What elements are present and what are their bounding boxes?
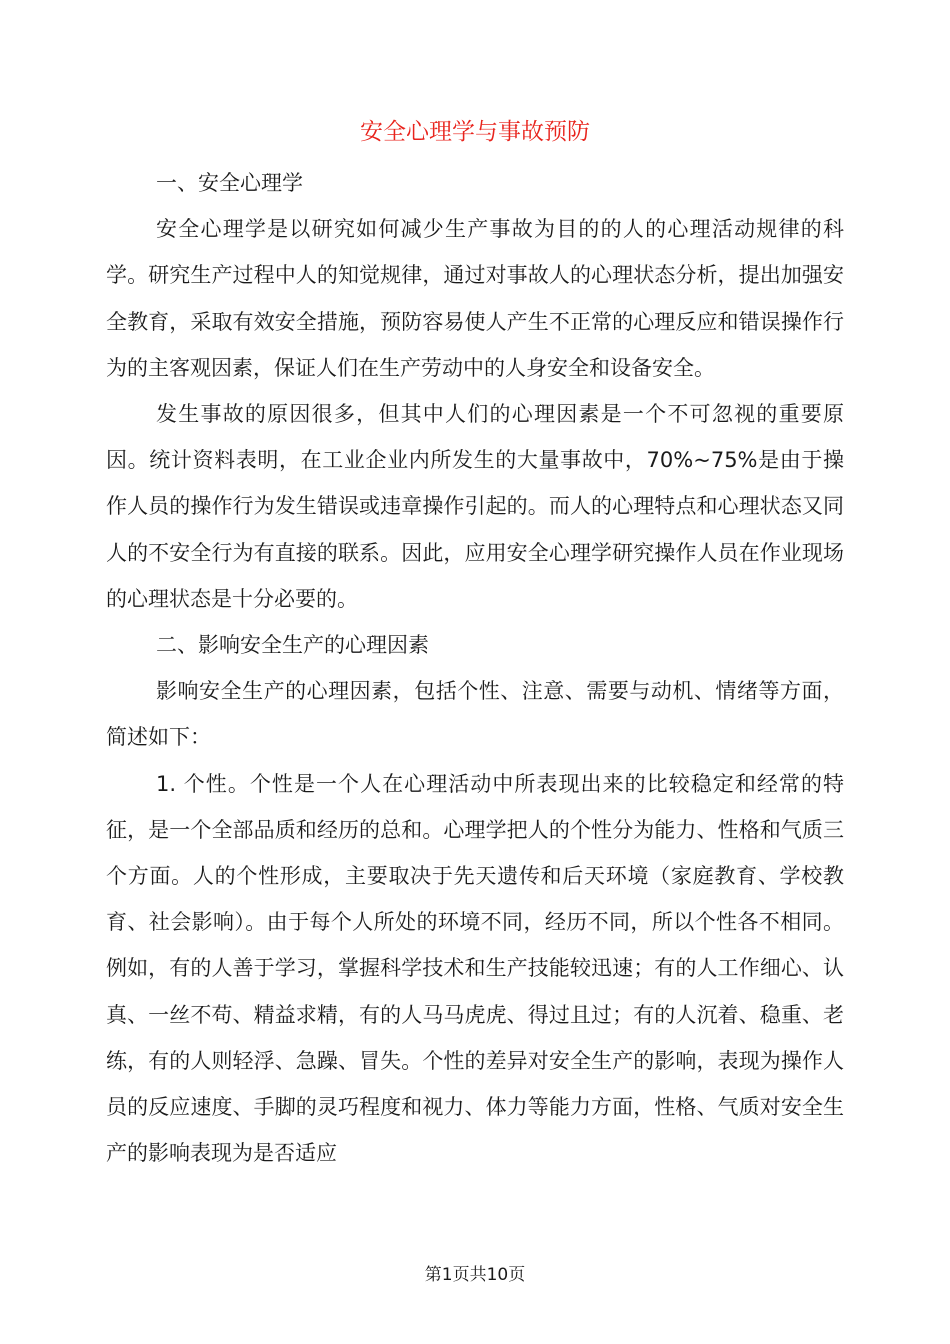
paragraph-3: 影响安全生产的心理因素，包括个性、注意、需要与动机、情绪等方面，简述如下： [106,679,844,750]
document-body [106,160,844,1176]
paragraph-1: 安全心理学是以研究如何减少生产事故为目的的人的心理活动规律的科学。研究生产过程中人的知觉规律，通过对事故人的心理状态分析，提出加强安全教育，采取有效安全措施，预防容易使人产生不正常的心理反应和错误操作行为的主客观因素，保证人们在生产劳动中的人身安全和设备安全。 [106,217,844,380]
section-heading-1: 一、安全心理学 [156,171,303,195]
paragraph-4: 1. 个性。个性是一个人在心理活动中所表现出来的比较稳定和经常的特征，是一个全部品质和经历的总和。心理学把人的个性分为能力、性格和气质三个方面。人的个性形成，主要取决于先天遗传和后天环境（家庭教育、学校教育、社会影响）。由于每个人所处的环境不同，经历不同，所以个性各不相同。例如，有的人善于学习，掌握科学技术和生产技能较迅速；有的人工作细心、认真、一丝不苟、精益求精，有的人马马虎虎、得过且过；有的人沉着、稳重、老练，有的人则轻浮、急躁、冒失。个性的差异对安全生产的影响，表现为操作人员的反应速度、手脚的灵巧程度和视力、体力等能力方面，性格、气质对安全生产的影响表现为是否适应 [106,771,844,1166]
section-heading-2: 二、影响安全生产的心理因素 [156,633,429,658]
paragraph-2: 发生事故的原因很多，但其中人们的心理因素是一个不可忽视的重要原因。统计资料表明，在工业企业内所发生的大量事故中，70%~75%是由于操作人员的操作行为发生错误或违章操作引起的。而人的心理特点和心理状态又同人的不安全行为有直接的联系。因此，应用安全心理学研究操作人员在作业现场的心理状态是十分必要的。 [106,402,844,611]
page-footer: 第1页共10页 [424,1265,526,1285]
document-title: 安全心理学与事故预防 [360,119,590,145]
